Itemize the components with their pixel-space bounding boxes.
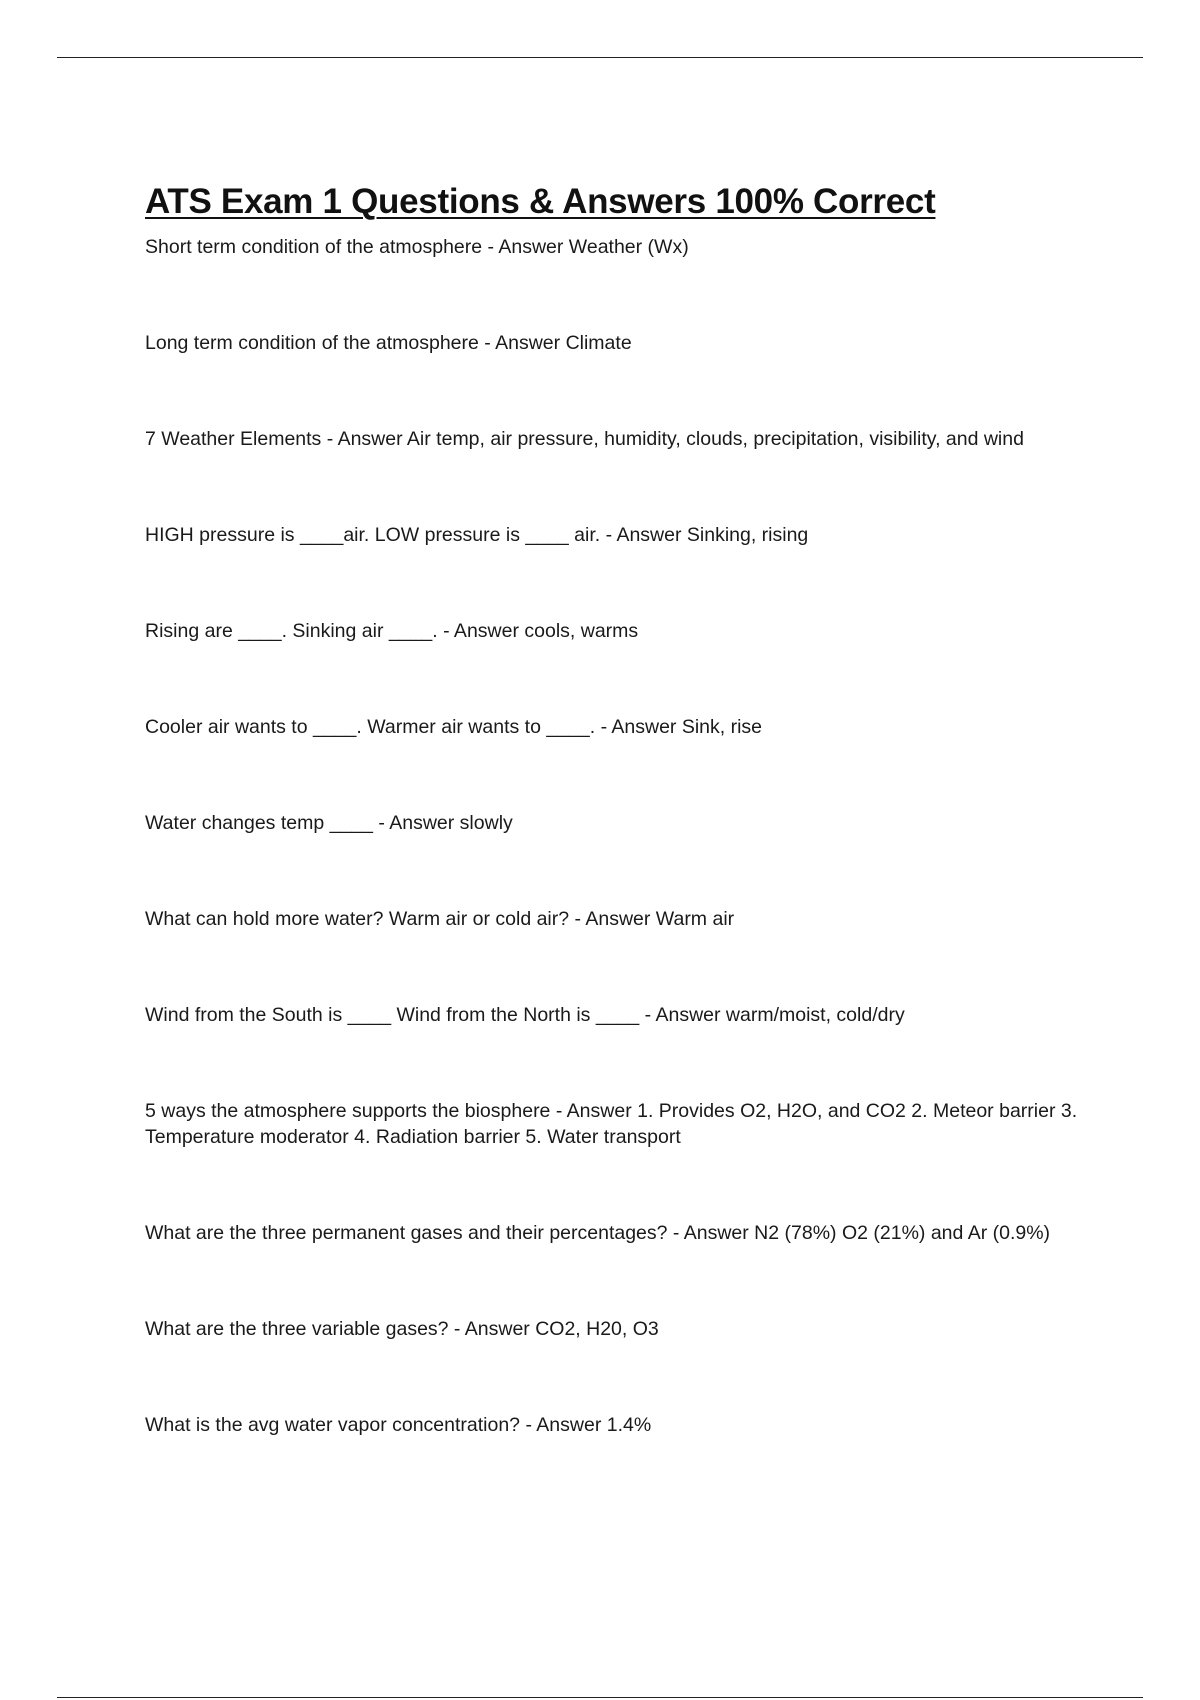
document-title: ATS Exam 1 Questions & Answers 100% Correct bbox=[145, 182, 936, 221]
qa-item: What are the three permanent gases and their percentages? - Answer N2 (78%) O2 (21%) and Ar (0.9%) bbox=[145, 1222, 1051, 1244]
qa-item: What can hold more water? Warm air or cold air? - Answer Warm air bbox=[145, 908, 735, 930]
header-rule bbox=[57, 57, 1143, 58]
qa-item: Short term condition of the atmosphere - Answer Weather (Wx) bbox=[145, 236, 689, 258]
qa-item: Water changes temp ____ - Answer slowly bbox=[145, 812, 513, 834]
qa-item: What is the avg water vapor concentration? - Answer 1.4% bbox=[145, 1414, 652, 1436]
qa-item: HIGH pressure is ____air. LOW pressure is ____ air. - Answer Sinking, rising bbox=[145, 524, 809, 546]
document-body bbox=[145, 180, 1095, 1438]
footer-rule bbox=[57, 1697, 1143, 1698]
qa-list bbox=[145, 234, 1095, 1438]
qa-item: Long term condition of the atmosphere - Answer Climate bbox=[145, 332, 632, 354]
qa-item: Wind from the South is ____ Wind from the North is ____ - Answer warm/moist, cold/dry bbox=[145, 1004, 905, 1026]
qa-item: What are the three variable gases? - Answer CO2, H20, O3 bbox=[145, 1318, 659, 1340]
qa-item: 7 Weather Elements - Answer Air temp, air pressure, humidity, clouds, precipitation, visibility, and wind bbox=[145, 428, 1024, 450]
qa-item: Rising are ____. Sinking air ____. - Answer cools, warms bbox=[145, 620, 639, 642]
qa-item: 5 ways the atmosphere supports the biosphere - Answer 1. Provides O2, H2O, and CO2 2. Meteor barrier 3. Temperature moderator 4. Radiation barrier 5. Water transport bbox=[145, 1100, 1078, 1148]
qa-item: Cooler air wants to ____. Warmer air wants to ____. - Answer Sink, rise bbox=[145, 716, 763, 738]
